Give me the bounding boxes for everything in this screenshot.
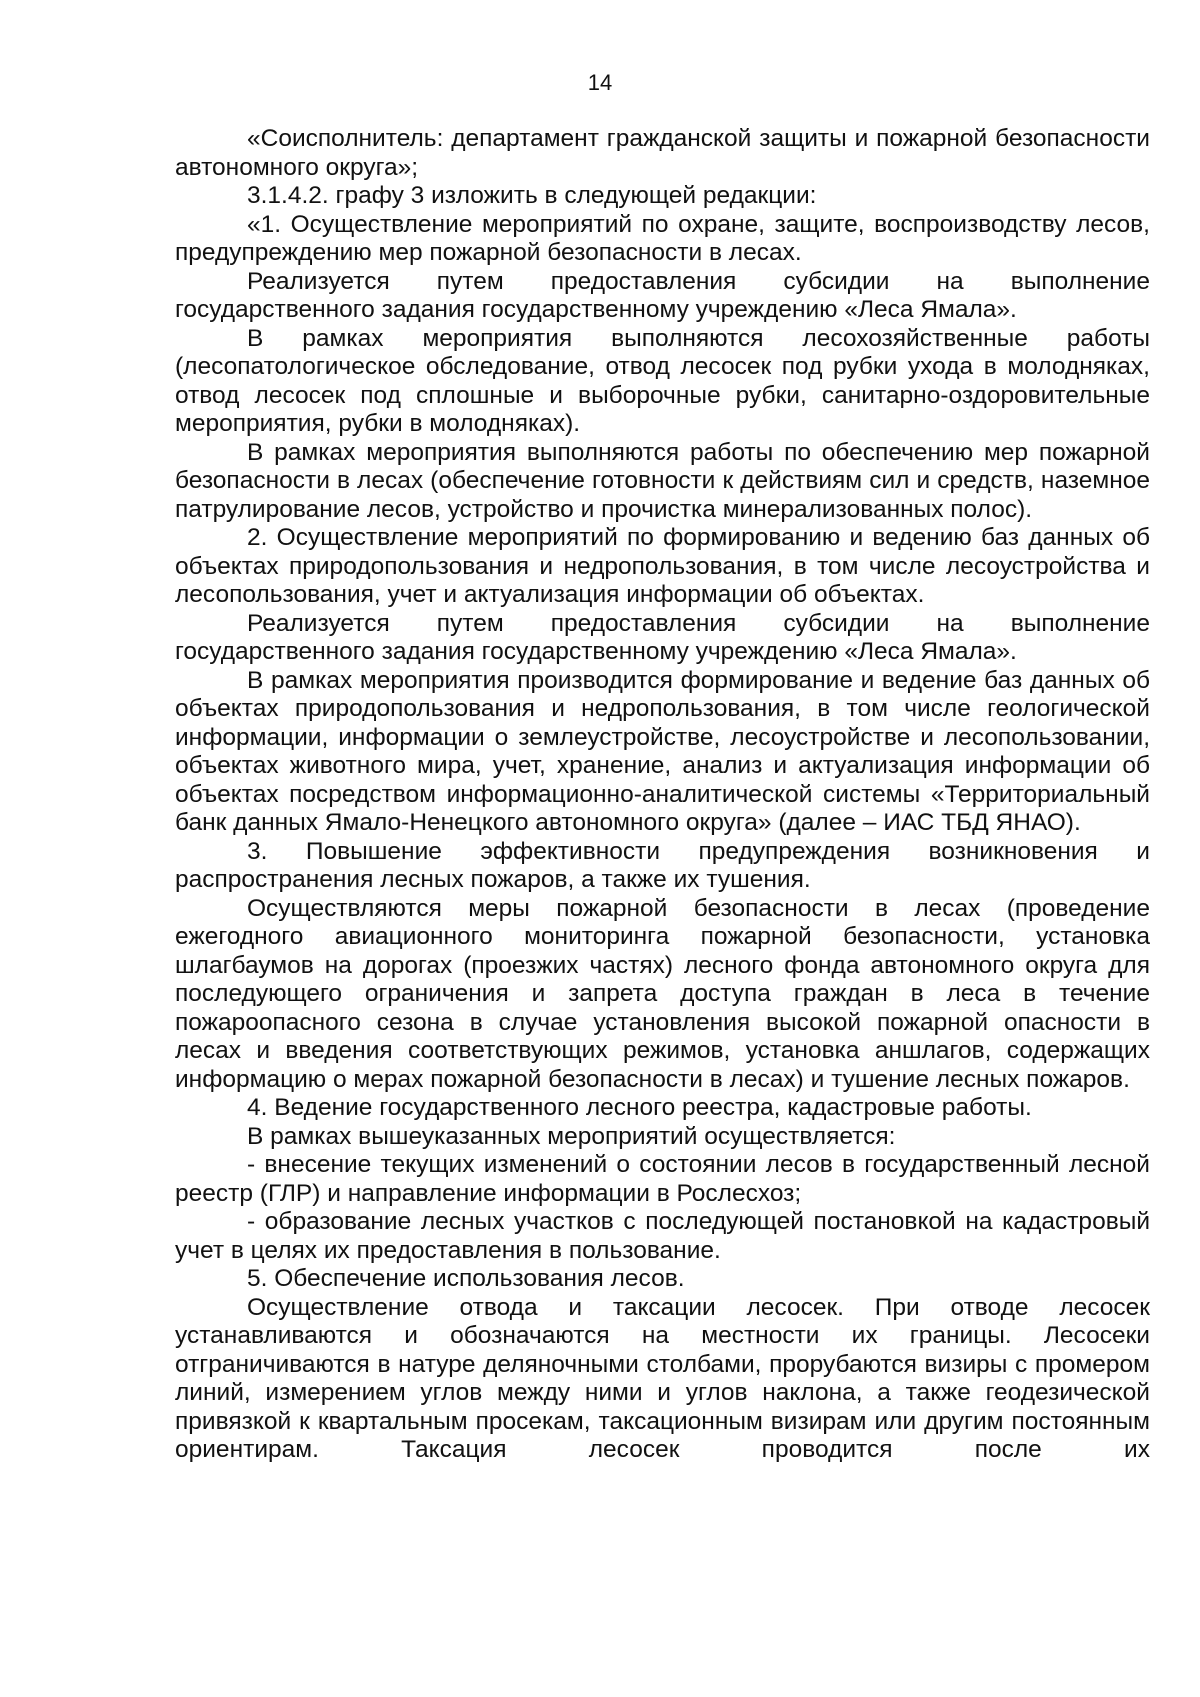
paragraph-co-executor: «Соисполнитель: департамент гражданской защиты и пожарной безопасности автономного округа»; bbox=[175, 125, 1150, 181]
paragraph-fire-safety-works: В рамках мероприятия выполняются работы по обеспечению мер пожарной безопасности в лесах (обеспечение готовности к действиям сил и средств, наземное патрулирование лесов, устройство и прочистка минерализованных полос). bbox=[175, 438, 1150, 523]
paragraph-item-2: 2. Осуществление мероприятий по формированию и ведению баз данных об объектах природопользования и недропользования, в том числе лесоустройства и лесопользования, учет и актуализация информации об объектах. bbox=[175, 524, 1150, 608]
paragraph-item-4: 4. Ведение государственного лесного реестра, кадастровые работы. bbox=[247, 1094, 1032, 1121]
paragraph-logging-sites: Осуществление отвода и таксации лесосек. При отводе лесосек устанавливаются и обозначаются на местности их границы. Лесосеки отграничиваются в натуре деляночными столбами, прорубаются визиры с промером линий, измерением углов между ними и углов наклона, а также геодезической привязкой к квартальным просекам, таксационным визирам или другим постоянным ориентирам. Таксация лесосек проводится после их bbox=[175, 1293, 1150, 1463]
paragraph-item-1: «1. Осуществление мероприятий по охране, защите, воспроизводству лесов, предупреждению мер пожарной безопасности в лесах. bbox=[175, 210, 1150, 266]
paragraph-databases: В рамках мероприятия производится формирование и ведение баз данных об объектах природопользования и недропользования, в том числе геологической информации, информации о землеустройстве, лесоустройстве и лесопользовании, объектах животного мира, учет, хранение, анализ и актуализация информации об объектах посредством информационно-аналитической системы «Территориальный банк данных Ямало-Ненецкого автономного округа» (далее – ИАС ТБД ЯНАО). bbox=[175, 666, 1150, 836]
paragraph-fire-measures: Осуществляются меры пожарной безопасности в лесах (проведение ежегодного авиационного мониторинга пожарной безопасности, установка шлагбаумов на дорогах (проезжих частях) лесного фонда автономного округа для последующего ограничения и запрета доступа граждан в леса в течение пожароопасного сезона в случае установления высокой пожарной опасности в лесах и введения соответствующих режимов, установка аншлагов, содержащих информацию о мерах пожарной безопасности в лесах) и тушение лесных пожаров. bbox=[175, 894, 1150, 1093]
paragraph-bullet-plots: - образование лесных участков с последующей постановкой на кадастровый учет в целях их предоставления в пользование. bbox=[175, 1208, 1150, 1264]
paragraph-activities-intro: В рамках вышеуказанных мероприятий осуществляется: bbox=[247, 1122, 896, 1150]
paragraph-item-5: 5. Обеспечение использования лесов. bbox=[247, 1265, 685, 1292]
paragraph-subsidy-1: Реализуется путем предоставления субсидии на выполнение государственного задания государственному учреждению «Леса Ямала». bbox=[175, 267, 1150, 323]
paragraph-item-3: 3. Повышение эффективности предупреждения возникновения и распространения лесных пожаров, а также их тушения. bbox=[175, 837, 1150, 893]
document-body bbox=[175, 125, 1150, 1465]
paragraph-subsidy-2: Реализуется путем предоставления субсидии на выполнение государственного задания государственному учреждению «Леса Ямала». bbox=[175, 609, 1150, 665]
paragraph-forestry-works: В рамках мероприятия выполняются лесохозяйственные работы (лесопатологическое обследование, отвод лесосек под рубки ухода в молодняках, отвод лесосек под сплошные и выборочные рубки, санитарно-оздоровительные мероприятия, рубки в молодняках). bbox=[175, 324, 1150, 437]
page-number: 14 bbox=[587, 70, 613, 95]
paragraph-column-3-amendment: 3.1.4.2. графу 3 изложить в следующей редакции: bbox=[247, 182, 817, 209]
paragraph-bullet-registry: - внесение текущих изменений о состоянии лесов в государственный лесной реестр (ГЛР) и направление информации в Рослесхоз; bbox=[175, 1151, 1150, 1207]
